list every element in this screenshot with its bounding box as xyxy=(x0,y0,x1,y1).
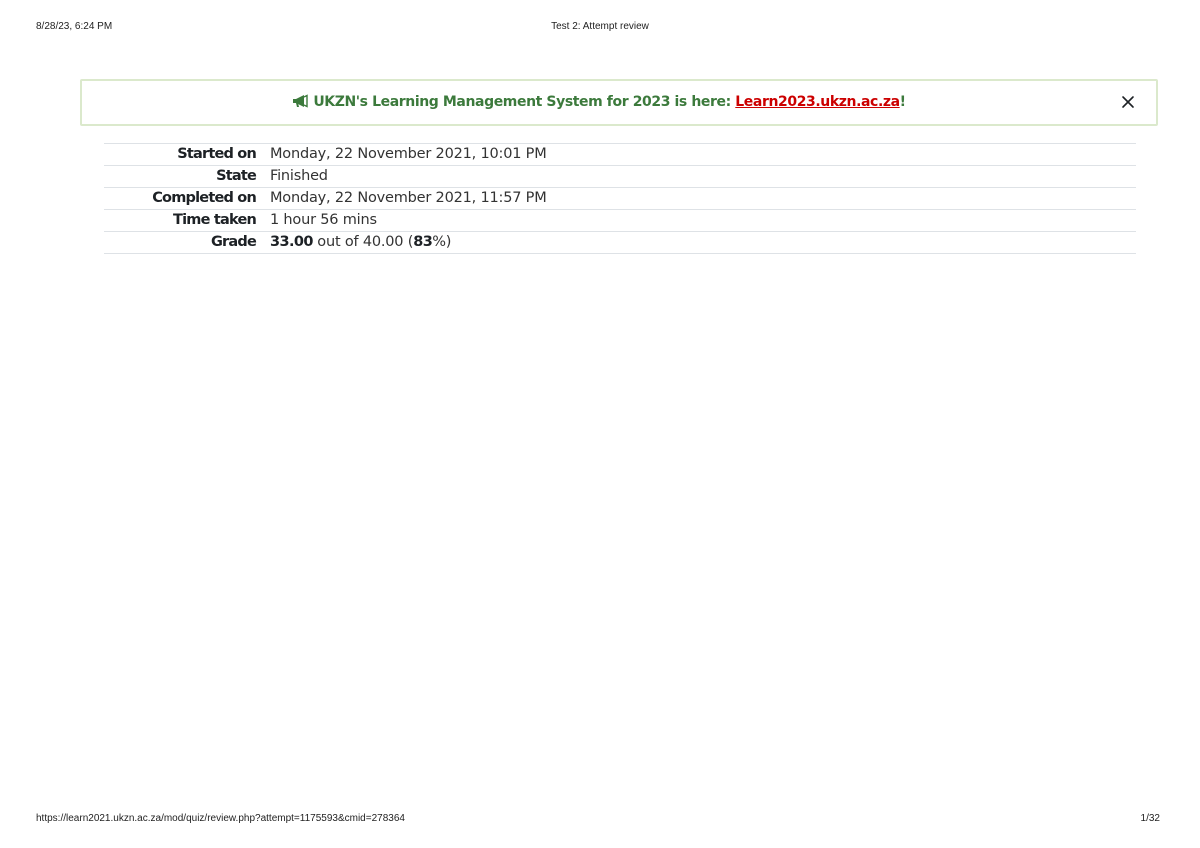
summary-row-time-taken xyxy=(104,210,1136,232)
learn2023-link[interactable]: Learn2023.ukzn.ac.za xyxy=(735,94,900,110)
summary-row-started-on xyxy=(104,144,1136,166)
announcement-text-before: UKZN's Learning Management System for 2023 is here: xyxy=(313,94,736,110)
attempt-summary-table xyxy=(104,143,1136,254)
megaphone-icon xyxy=(292,94,309,112)
grade-label: Grade xyxy=(104,232,270,254)
started-on-label: Started on xyxy=(104,144,270,166)
close-icon[interactable] xyxy=(1120,94,1136,110)
print-page-title: Test 2: Attempt review xyxy=(551,21,649,32)
grade-out-of: out of 40.00 ( xyxy=(312,234,414,250)
state-label: State xyxy=(104,166,270,188)
grade-percent: 83 xyxy=(413,234,433,250)
time-taken-value: 1 hour 56 mins xyxy=(270,210,1136,232)
print-datetime: 8/28/23, 6:24 PM xyxy=(36,21,113,32)
grade-score: 33.00 xyxy=(270,234,313,250)
started-on-value: Monday, 22 November 2021, 10:01 PM xyxy=(270,144,1136,166)
print-url: https://learn2021.ukzn.ac.za/mod/quiz/review.php?attempt=1175593&cmid=278364 xyxy=(36,813,405,824)
summary-row-grade xyxy=(104,232,1136,254)
state-value: Finished xyxy=(270,166,1136,188)
grade-close: %) xyxy=(432,234,452,250)
announcement-text-after: ! xyxy=(899,94,906,110)
completed-on-label: Completed on xyxy=(104,188,270,210)
summary-row-completed-on xyxy=(104,188,1136,210)
announcement-banner xyxy=(80,79,1158,126)
print-header xyxy=(36,21,1164,35)
time-taken-label: Time taken xyxy=(104,210,270,232)
grade-value xyxy=(270,232,1136,254)
announcement-text xyxy=(82,94,1116,112)
summary-row-state xyxy=(104,166,1136,188)
print-page-number: 1/32 xyxy=(1140,813,1160,824)
print-footer xyxy=(36,813,1164,827)
completed-on-value: Monday, 22 November 2021, 11:57 PM xyxy=(270,188,1136,210)
